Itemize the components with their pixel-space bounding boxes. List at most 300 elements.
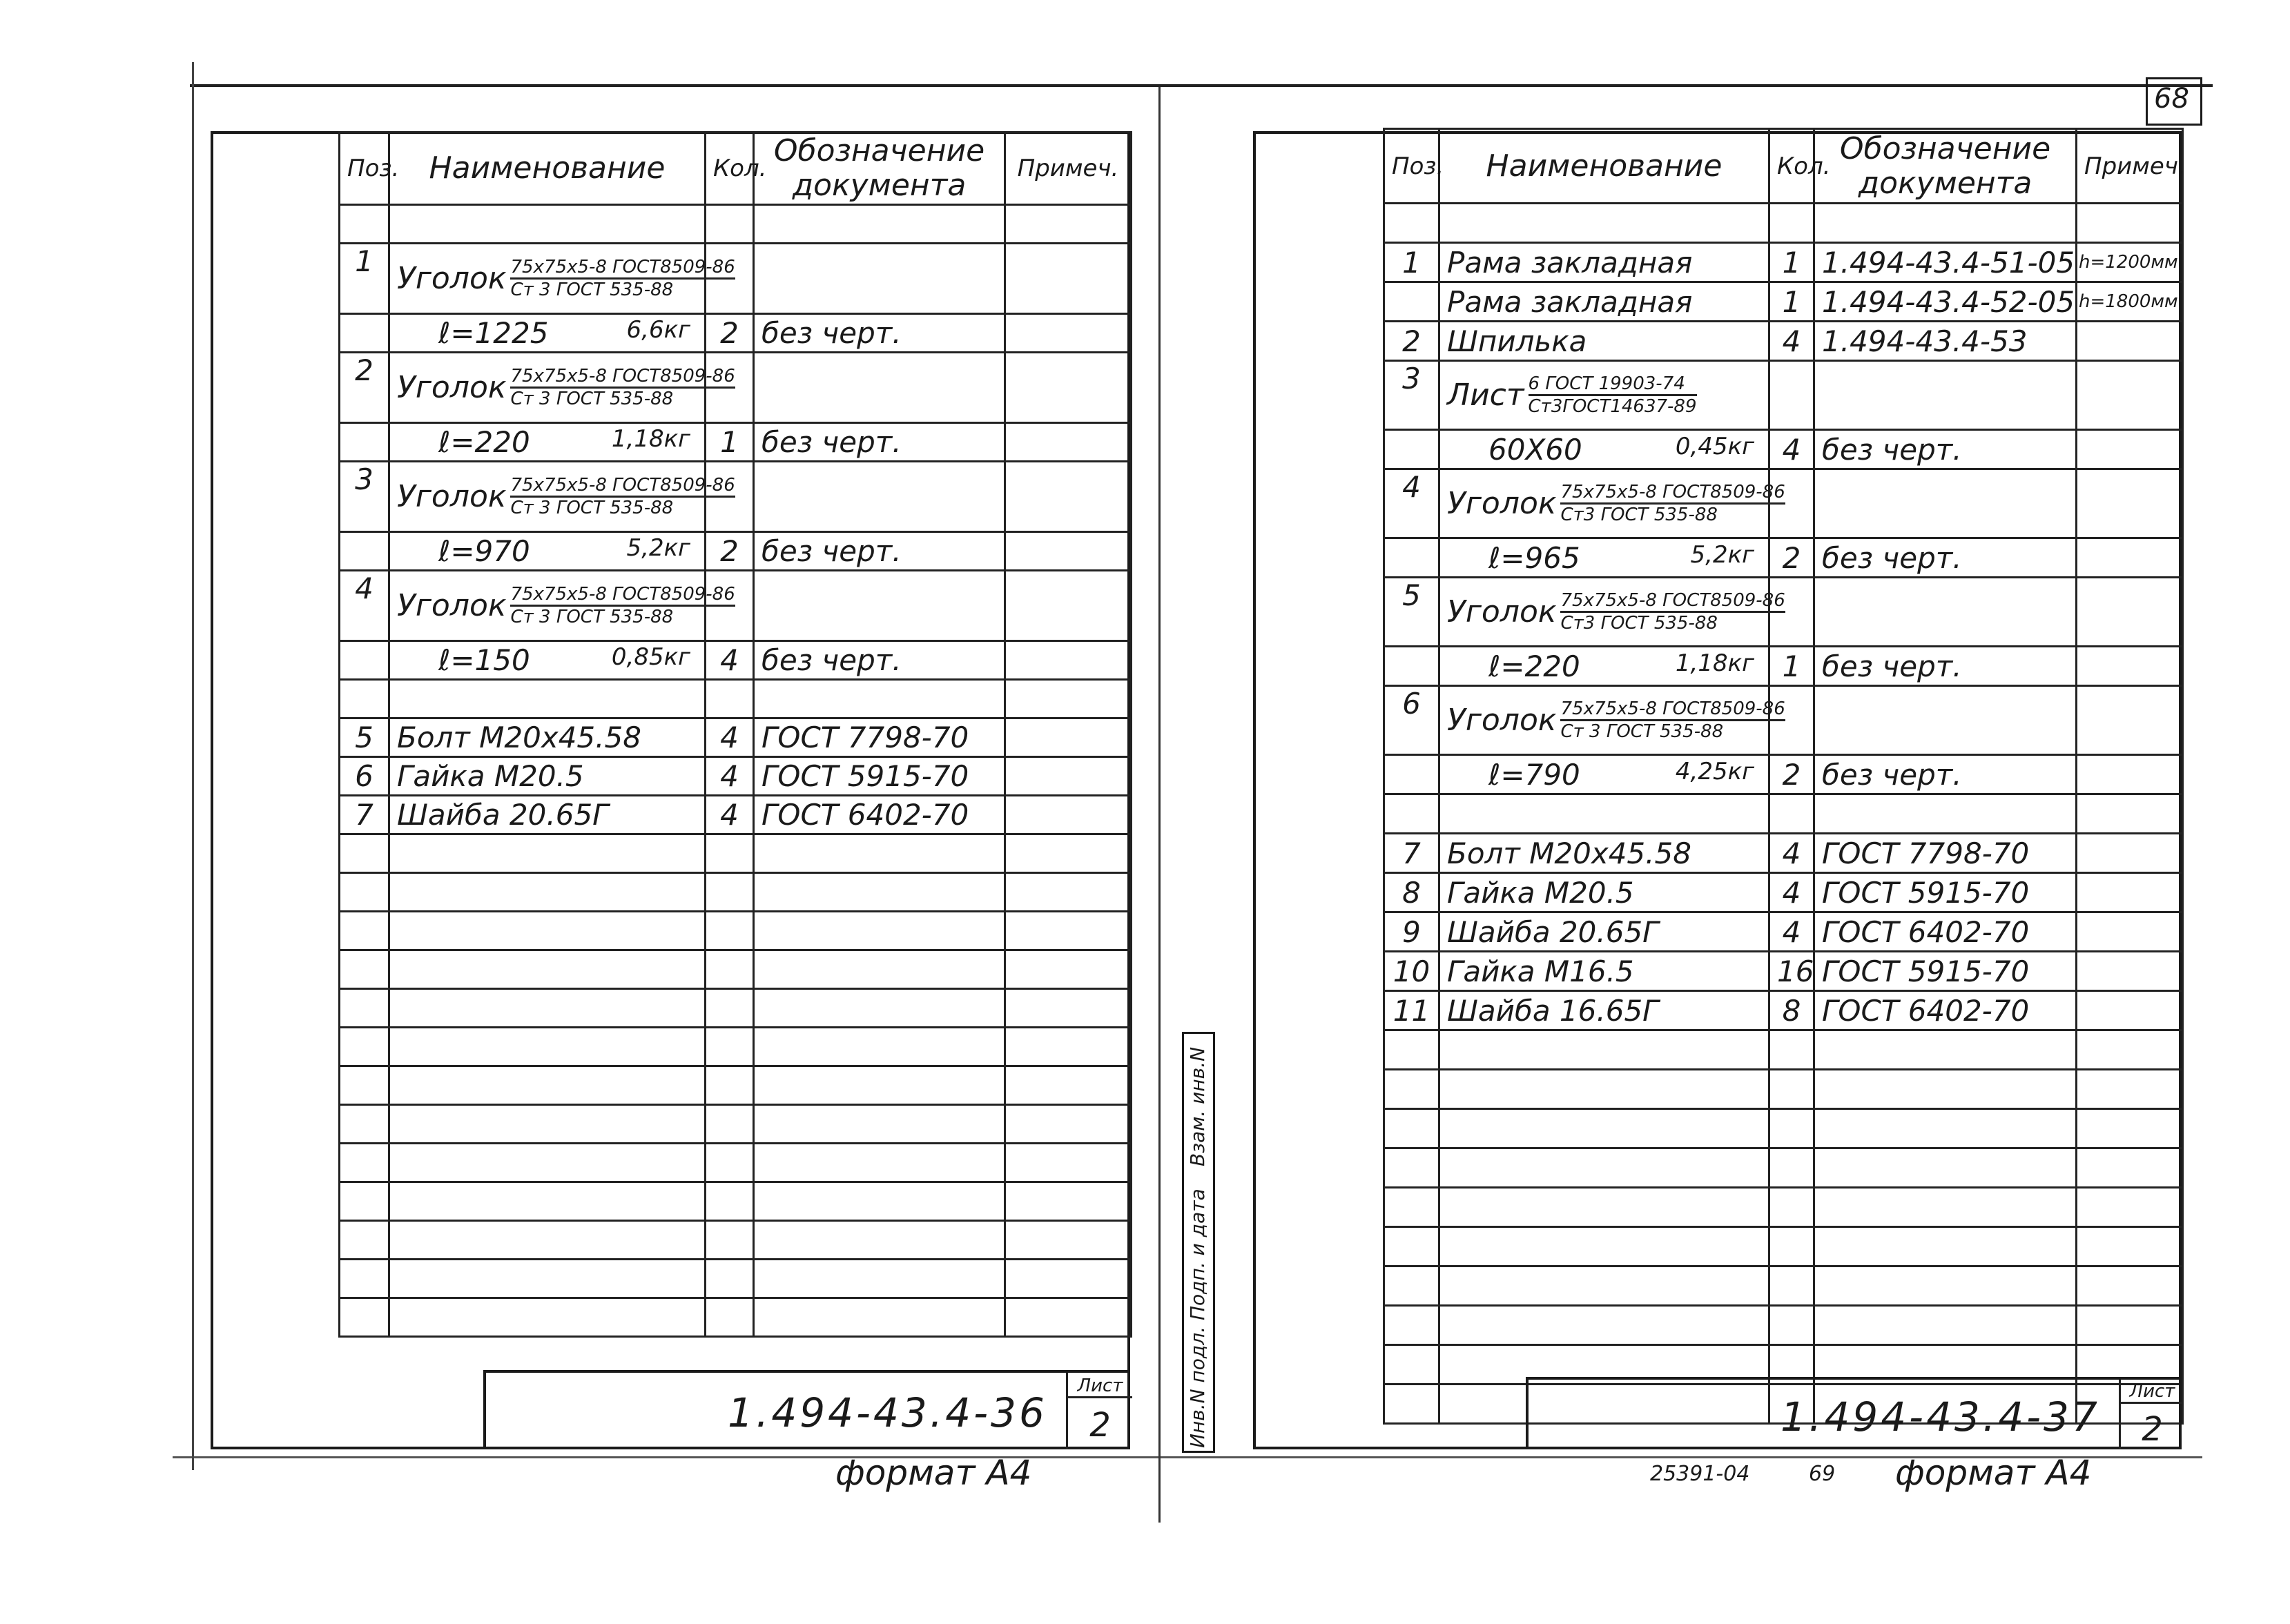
right-sheet-number: 2	[2142, 1410, 2163, 1449]
table-row	[1384, 991, 2183, 1030]
left-sheet-box	[1066, 1373, 1132, 1449]
name-cell: Шайба 20.65Г	[389, 796, 706, 834]
empty-cell	[754, 989, 1005, 1028]
empty-cell	[1439, 1227, 1769, 1266]
empty-cell	[1814, 1109, 2077, 1148]
table-row	[340, 462, 1132, 532]
table-row	[340, 314, 1132, 353]
empty-cell	[754, 912, 1005, 950]
pos-cell	[1384, 755, 1439, 794]
qty-cell: 4	[706, 796, 754, 834]
doc-cell: ГОСТ 5915-70	[754, 757, 1005, 796]
doc-cell: ГОСТ 5915-70	[1814, 952, 2077, 991]
empty-cell	[1814, 1266, 2077, 1306]
empty-cell	[2077, 1188, 2183, 1227]
empty-cell	[340, 205, 389, 244]
archive-number: 25391-04	[1650, 1462, 1750, 1486]
qty-cell: 1	[1769, 243, 1814, 282]
mass-value: 5,2кг	[626, 534, 690, 562]
empty-cell	[1769, 1109, 1814, 1148]
length-mass	[397, 643, 697, 677]
qty-cell: 4	[1769, 873, 1814, 912]
pos-cell: 4	[1384, 469, 1439, 538]
note-cell	[1005, 718, 1132, 757]
length-value: ℓ=970	[438, 534, 530, 568]
qty-header: Кол.	[1769, 129, 1814, 204]
length-mass	[397, 534, 697, 568]
profile-spec	[510, 584, 735, 627]
length-mass	[1447, 433, 1761, 467]
qty-cell: 16	[1769, 952, 1814, 991]
profile-label: Уголок	[1447, 594, 1557, 629]
empty-cell	[389, 1298, 706, 1337]
profile-bottom: Ст3 ГОСТ 535-88	[1560, 505, 1718, 525]
profile-bottom: Ст3ГОСТ14637-89	[1528, 396, 1697, 417]
table-row	[340, 757, 1132, 796]
table-row	[340, 353, 1132, 423]
pos-cell: 2	[1384, 322, 1439, 361]
blank-row	[1384, 1188, 2183, 1227]
empty-cell	[754, 1182, 1005, 1221]
empty-cell	[1005, 989, 1132, 1028]
empty-cell	[1769, 1227, 1814, 1266]
doc-header	[1814, 129, 2077, 204]
profile-top: 6 ГОСТ 19903-74	[1529, 373, 1697, 396]
qty-cell	[1769, 794, 1814, 834]
pos-cell	[1384, 430, 1439, 469]
empty-cell	[1769, 1148, 1814, 1188]
doc-cell: ГОСТ 6402-70	[1814, 991, 2077, 1030]
name-cell	[1439, 755, 1769, 794]
qty-cell	[1769, 361, 1814, 430]
empty-cell	[706, 1066, 754, 1105]
qty-cell: 4	[1769, 834, 1814, 873]
profile-spec	[510, 475, 735, 518]
qty-cell: 4	[1769, 912, 1814, 952]
left-title-block	[483, 1370, 1130, 1449]
name-cell	[389, 244, 735, 314]
note-cell	[2077, 873, 2183, 912]
pos-cell	[340, 314, 389, 353]
name-cell	[1439, 361, 1769, 430]
note-cell	[1005, 244, 1132, 314]
empty-cell	[1814, 204, 2077, 243]
note-cell	[2077, 647, 2183, 686]
empty-cell	[389, 834, 706, 873]
pos-cell: 10	[1384, 952, 1439, 991]
profile-top: 75х75х5-8 ГОСТ8509-86	[510, 584, 735, 607]
doc-cell: без черт.	[1814, 430, 2077, 469]
name-cell	[1439, 794, 1769, 834]
qty-cell: 2	[1769, 538, 1814, 578]
note-cell	[1005, 423, 1132, 462]
mass-value: 0,85кг	[611, 643, 690, 671]
note-header: Примеч.	[1005, 133, 1132, 205]
pos-cell: 6	[340, 757, 389, 796]
doc-cell	[1814, 361, 2077, 430]
empty-cell	[754, 834, 1005, 873]
note-cell	[2077, 755, 2183, 794]
qty-cell: 2	[706, 532, 754, 571]
name-cell: Шпилька	[1439, 322, 1769, 361]
doc-cell: без черт.	[1814, 755, 2077, 794]
doc-cell	[754, 462, 1005, 532]
doc-cell: 1.494-43.4-51-05	[1814, 243, 2077, 282]
table-row	[1384, 578, 2183, 647]
blank-row	[1384, 1266, 2183, 1306]
note-cell	[1005, 462, 1132, 532]
empty-cell	[1384, 1306, 1439, 1345]
empty-cell	[1005, 1260, 1132, 1298]
profile-spec	[1560, 698, 1785, 742]
empty-cell	[1769, 1306, 1814, 1345]
empty-cell	[2077, 1306, 2183, 1345]
doc-header-line1: Обозначение	[1839, 130, 2051, 166]
right-sheet-box	[2119, 1380, 2184, 1449]
pos-cell: 5	[1384, 578, 1439, 647]
doc-cell: без черт.	[1814, 647, 2077, 686]
note-cell: h=1200мм	[2077, 243, 2183, 282]
left-sheet-number: 2	[1089, 1406, 1111, 1445]
doc-cell: ГОСТ 6402-70	[754, 796, 1005, 834]
length-mass	[1447, 758, 1761, 792]
empty-cell	[1814, 1227, 2077, 1266]
pos-header: Поз.	[340, 133, 389, 205]
doc-header-line1: Обозначение	[773, 133, 985, 168]
name-cell	[389, 462, 735, 532]
pos-cell	[340, 532, 389, 571]
table-row	[340, 571, 1132, 641]
note-cell: h=1800мм	[2077, 282, 2183, 322]
empty-cell	[340, 873, 389, 912]
empty-cell	[1005, 1105, 1132, 1144]
table-row	[340, 244, 1132, 314]
pos-cell: 7	[340, 796, 389, 834]
empty-cell	[1769, 1266, 1814, 1306]
blank-row	[340, 950, 1132, 989]
pos-cell: 4	[340, 571, 389, 641]
name-cell	[1439, 686, 1785, 755]
table-row	[340, 641, 1132, 680]
empty-cell	[754, 205, 1005, 244]
left-document-code: 1.494-43.4-36	[728, 1389, 1047, 1436]
blank-row	[340, 1028, 1132, 1066]
empty-cell	[2077, 1266, 2183, 1306]
doc-cell	[1814, 469, 2077, 538]
doc-header-line2: документа	[792, 168, 967, 203]
empty-cell	[340, 989, 389, 1028]
empty-cell	[1814, 1188, 2077, 1227]
pos-cell	[340, 423, 389, 462]
empty-cell	[706, 912, 754, 950]
profile-bottom: Ст 3 ГОСТ 535-88	[510, 389, 674, 409]
blank-row	[1384, 1109, 2183, 1148]
note-cell	[1005, 532, 1132, 571]
name-header: Наименование	[1439, 129, 1769, 204]
note-cell	[2077, 430, 2183, 469]
note-cell	[2077, 469, 2183, 538]
note-cell	[1005, 680, 1132, 718]
empty-cell	[340, 912, 389, 950]
empty-cell	[1005, 873, 1132, 912]
mass-value: 5,2кг	[1690, 540, 1754, 569]
table-row	[1384, 686, 2183, 755]
length-mass	[1447, 541, 1761, 575]
qty-cell: 1	[1769, 647, 1814, 686]
name-cell	[1439, 647, 1769, 686]
empty-cell	[1005, 1298, 1132, 1337]
empty-cell	[2077, 1148, 2183, 1188]
blank-row	[1384, 204, 2183, 243]
empty-cell	[1005, 950, 1132, 989]
profile-label: Уголок	[397, 588, 507, 623]
name-cell: Рама закладная	[1439, 282, 1769, 322]
note-cell	[2077, 578, 2183, 647]
blank-row	[340, 834, 1132, 873]
empty-cell	[706, 1182, 754, 1221]
table-row	[1384, 755, 2183, 794]
profile-label: Лист	[1447, 378, 1524, 413]
pos-cell: 11	[1384, 991, 1439, 1030]
note-cell	[1005, 353, 1132, 423]
pos-cell: 1	[1384, 243, 1439, 282]
profile-spec	[1560, 482, 1785, 525]
mass-value: 6,6кг	[626, 316, 690, 344]
empty-cell	[706, 1105, 754, 1144]
note-cell	[2077, 322, 2183, 361]
profile-label: Уголок	[1447, 703, 1557, 738]
pos-cell	[340, 680, 389, 718]
table-row	[340, 532, 1132, 571]
empty-cell	[340, 1182, 389, 1221]
pos-cell: 2	[340, 353, 389, 423]
doc-cell: ГОСТ 6402-70	[1814, 912, 2077, 952]
blank-row	[340, 1105, 1132, 1144]
qty-cell: 4	[706, 718, 754, 757]
table-row	[1384, 282, 2183, 322]
doc-cell	[754, 244, 1005, 314]
empty-cell	[706, 834, 754, 873]
empty-cell	[1005, 1182, 1132, 1221]
name-cell	[1439, 469, 1785, 538]
mass-value: 0,45кг	[1675, 432, 1754, 460]
pos-cell: 3	[1384, 361, 1439, 430]
doc-cell	[754, 353, 1005, 423]
empty-cell	[2077, 1227, 2183, 1266]
empty-cell	[706, 205, 754, 244]
table-row	[340, 718, 1132, 757]
name-cell: Болт М20х45.58	[1439, 834, 1769, 873]
empty-cell	[706, 950, 754, 989]
pos-header: Поз.	[1384, 129, 1439, 204]
blank-row	[340, 1144, 1132, 1182]
profile-top: 75х75х5-8 ГОСТ8509-86	[1560, 698, 1785, 721]
blank-row	[1384, 1030, 2183, 1070]
profile-top: 75х75х5-8 ГОСТ8509-86	[510, 366, 735, 389]
empty-cell	[706, 1028, 754, 1066]
empty-cell	[1769, 1070, 1814, 1109]
empty-cell	[1005, 205, 1132, 244]
profile-bottom: Ст 3 ГОСТ 535-88	[510, 498, 674, 518]
length-value: ℓ=1225	[438, 316, 549, 350]
empty-cell	[340, 1028, 389, 1066]
blank-row	[340, 989, 1132, 1028]
table-row	[1384, 873, 2183, 912]
name-cell: Гайка М20.5	[1439, 873, 1769, 912]
doc-cell: без черт.	[754, 423, 1005, 462]
table-row	[1384, 430, 2183, 469]
name-cell	[389, 571, 735, 641]
qty-cell: 2	[1769, 755, 1814, 794]
name-cell	[389, 353, 735, 423]
doc-cell	[754, 680, 1005, 718]
qty-cell	[706, 680, 754, 718]
mass-value: 4,25кг	[1675, 757, 1754, 785]
empty-cell	[389, 1144, 706, 1182]
left-margin-rule	[192, 62, 194, 1470]
qty-cell: 4	[706, 757, 754, 796]
doc-cell	[1814, 578, 2077, 647]
length-value: 60Х60	[1488, 432, 1582, 467]
blank-row	[340, 1260, 1132, 1298]
empty-cell	[2077, 1030, 2183, 1070]
pos-cell	[1384, 647, 1439, 686]
table-row	[1384, 469, 2183, 538]
empty-cell	[1439, 1188, 1769, 1227]
pos-cell: 1	[340, 244, 389, 314]
empty-cell	[1384, 1148, 1439, 1188]
empty-cell	[2077, 1070, 2183, 1109]
empty-cell	[340, 1144, 389, 1182]
profile-label: Уголок	[397, 261, 507, 296]
empty-cell	[1769, 204, 1814, 243]
blank-row	[1384, 1227, 2183, 1266]
empty-cell	[1384, 1109, 1439, 1148]
empty-cell	[340, 834, 389, 873]
empty-cell	[1439, 1148, 1769, 1188]
doc-cell	[1814, 686, 2077, 755]
table-row	[1384, 322, 2183, 361]
qty-header: Кол.	[706, 133, 754, 205]
right-title-block	[1526, 1377, 2182, 1449]
blank-row	[1384, 1148, 2183, 1188]
note-cell	[2077, 361, 2183, 430]
empty-cell	[706, 1144, 754, 1182]
empty-cell	[340, 950, 389, 989]
note-cell	[2077, 991, 2183, 1030]
table-row	[340, 796, 1132, 834]
table-row	[1384, 647, 2183, 686]
empty-cell	[1439, 204, 1769, 243]
empty-cell	[389, 873, 706, 912]
center-fold	[1158, 87, 1161, 1523]
outer-top-rule	[190, 84, 2213, 87]
note-cell	[1005, 796, 1132, 834]
profile-bottom: Ст 3 ГОСТ 535-88	[510, 607, 674, 627]
table-row	[1384, 538, 2183, 578]
empty-cell	[706, 1221, 754, 1260]
length-value: ℓ=220	[438, 425, 530, 459]
right-spec-table	[1383, 128, 2184, 1425]
empty-cell	[1439, 1306, 1769, 1345]
left-sheet-label: Лист	[1068, 1376, 1132, 1398]
empty-cell	[1005, 1028, 1132, 1066]
profile-bottom: Ст 3 ГОСТ 535-88	[510, 280, 674, 300]
name-cell: Шайба 20.65Г	[1439, 912, 1769, 952]
table-row	[1384, 952, 2183, 991]
name-cell: Гайка М16.5	[1439, 952, 1769, 991]
empty-cell	[389, 205, 706, 244]
empty-cell	[1814, 1306, 2077, 1345]
empty-cell	[754, 873, 1005, 912]
note-cell	[2077, 686, 2183, 755]
empty-cell	[754, 1066, 1005, 1105]
qty-cell: 1	[706, 423, 754, 462]
name-cell	[1439, 538, 1769, 578]
qty-cell: 4	[706, 641, 754, 680]
name-cell	[1439, 430, 1769, 469]
name-cell: Шайба 16.65Г	[1439, 991, 1769, 1030]
blank-row	[1384, 1070, 2183, 1109]
empty-cell	[389, 1105, 706, 1144]
blank-row	[1384, 1306, 2183, 1345]
empty-cell	[1439, 1109, 1769, 1148]
right-document-code: 1.494-43.4-37	[1780, 1393, 2100, 1440]
profile-top: 75х75х5-8 ГОСТ8509-86	[510, 257, 735, 280]
note-cell	[1005, 641, 1132, 680]
note-header: Примеч.	[2077, 129, 2183, 204]
doc-cell: без черт.	[754, 641, 1005, 680]
length-value: ℓ=220	[1488, 649, 1580, 683]
doc-cell: без черт.	[754, 532, 1005, 571]
empty-cell	[2077, 1109, 2183, 1148]
doc-cell: без черт.	[1814, 538, 2077, 578]
empty-cell	[754, 1105, 1005, 1144]
name-cell	[389, 641, 706, 680]
pos-cell: 9	[1384, 912, 1439, 952]
table-row	[340, 680, 1132, 718]
empty-cell	[1439, 1030, 1769, 1070]
doc-cell: 1.494-43.4-52-05	[1814, 282, 2077, 322]
right-sheet-label: Лист	[2121, 1381, 2184, 1404]
note-cell	[1005, 571, 1132, 641]
side-label-lower: Инв.N подл. Подп. и дата	[1186, 1188, 1209, 1448]
length-mass	[397, 425, 697, 459]
profile-top: 75х75х5-8 ГОСТ8509-86	[1560, 482, 1785, 505]
pos-cell: 3	[340, 462, 389, 532]
length-value: ℓ=790	[1488, 757, 1580, 792]
empty-cell	[754, 1260, 1005, 1298]
empty-cell	[1769, 1030, 1814, 1070]
doc-header	[754, 133, 1005, 205]
name-cell	[389, 680, 706, 718]
doc-header-line2: документа	[1858, 165, 2032, 201]
qty-cell: 2	[706, 314, 754, 353]
note-cell	[2077, 538, 2183, 578]
profile-spec	[510, 257, 735, 300]
name-cell	[389, 532, 706, 571]
name-cell: Гайка М20.5	[389, 757, 706, 796]
empty-cell	[389, 1066, 706, 1105]
profile-spec	[510, 366, 735, 409]
empty-cell	[754, 1298, 1005, 1337]
note-cell	[2077, 794, 2183, 834]
note-cell	[2077, 912, 2183, 952]
doc-cell: ГОСТ 7798-70	[754, 718, 1005, 757]
blank-row	[340, 1298, 1132, 1337]
pos-cell: 8	[1384, 873, 1439, 912]
empty-cell	[754, 1144, 1005, 1182]
